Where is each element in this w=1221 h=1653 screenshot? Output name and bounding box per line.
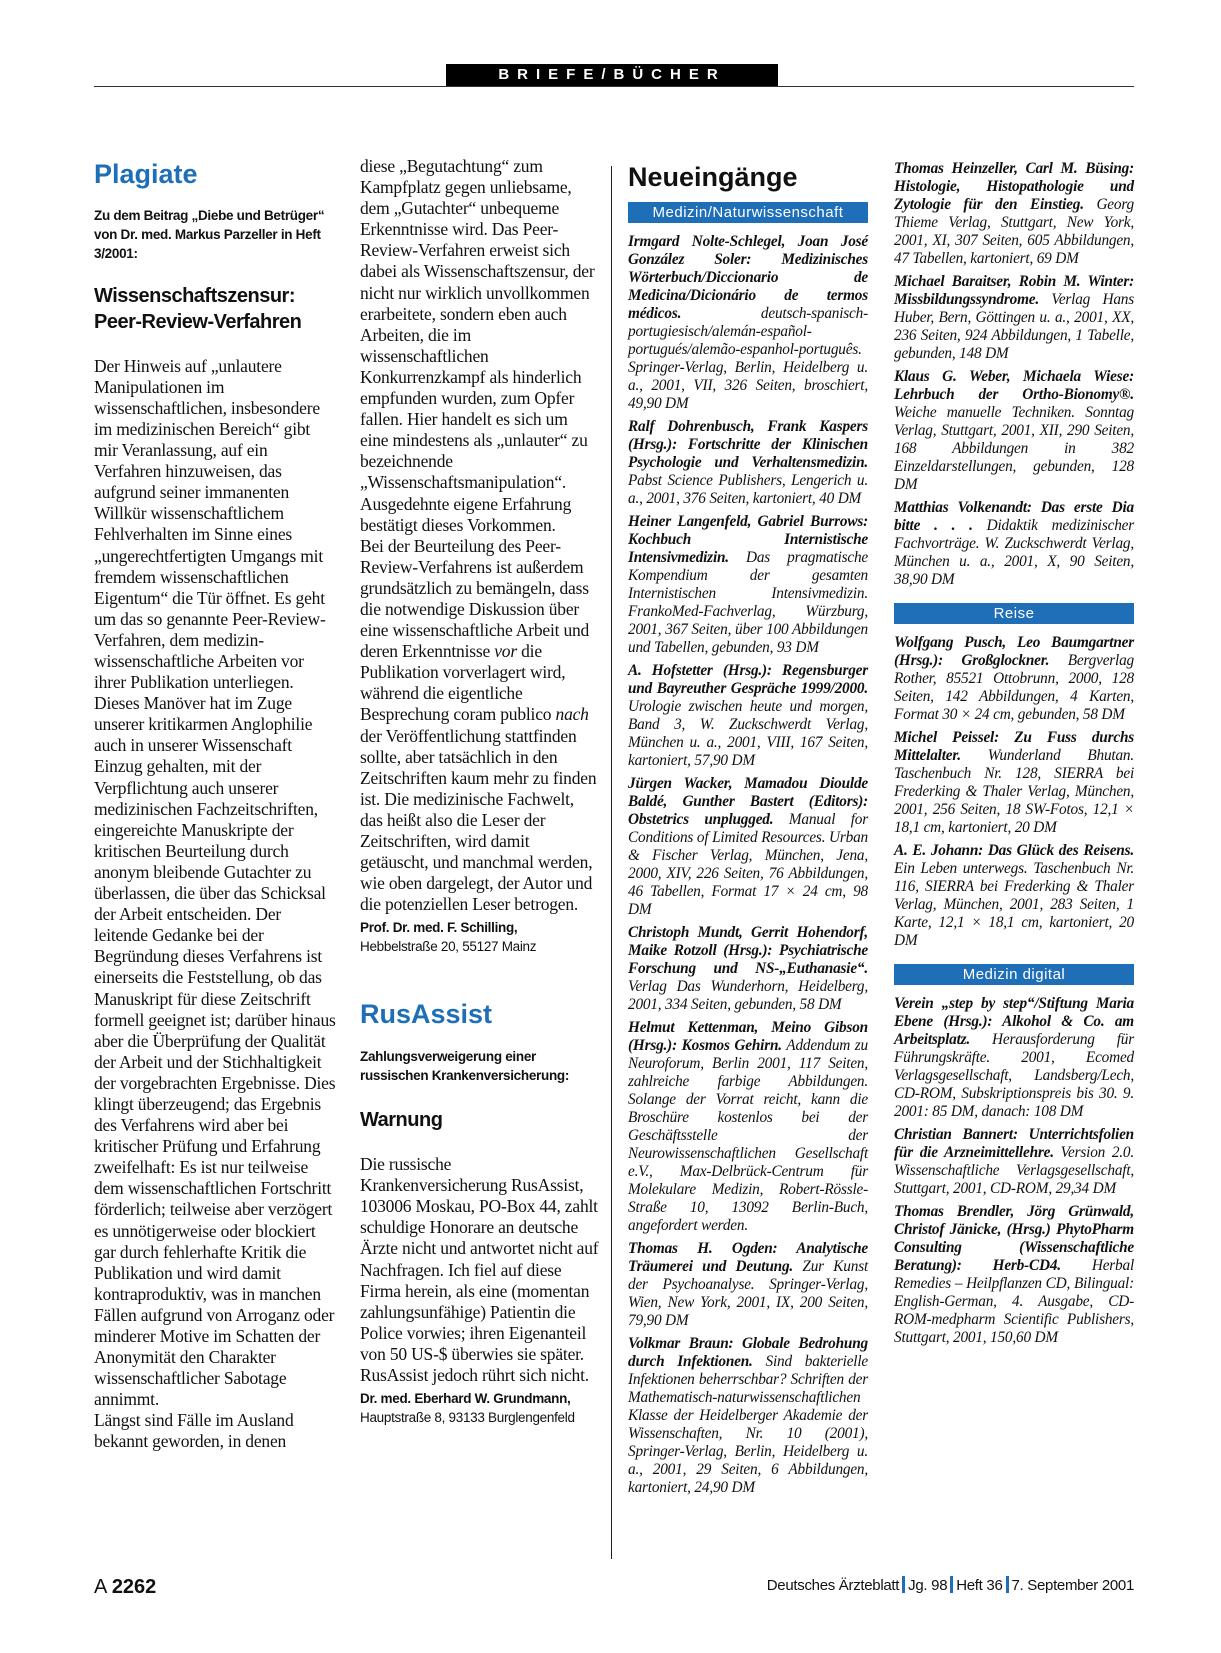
- journal-issue: Heft 36: [956, 1577, 1003, 1594]
- book-entry: [628, 513, 868, 657]
- book-entry-title: A. E. Johann: Das Glück des Reisens.: [894, 842, 1134, 859]
- book-entry-title: Michel Peissel: Zu Fuss durchs Mittelalter.: [894, 729, 1134, 764]
- column-divider: [611, 166, 612, 1559]
- book-entry-details: Bergverlag Rother, 85521 Ottobrunn, 2000, 128 Seiten, 142 Abbildungen, 4 Karten, Format 30 × 24 cm, gebunden, 58 DM: [894, 652, 1134, 723]
- footer-separator: [950, 1576, 953, 1593]
- book-entry-title: Christian Bannert: Unterrichtsfolien für die Arzneimittellehre.: [894, 1126, 1134, 1161]
- category-medizin-naturwissenschaft: Medizin/Naturwissenschaft: [628, 202, 868, 223]
- book-entry: [628, 233, 868, 413]
- book-entry-details: Wunderland Bhutan. Taschenbuch Nr. 128, SIERRA bei Frederking & Thaler Verlag, München, 2001, 256 Seiten, 18 SW-Fotos, 12,1 × 18,1 cm, kartoniert, 20 DM: [894, 747, 1134, 836]
- journal-date: 7. September 2001: [1011, 1577, 1134, 1594]
- plagiate-body-4-em2: nach: [555, 704, 589, 725]
- book-entry: [628, 1335, 868, 1497]
- book-entry-title: Verein „step by step“/Stiftung Maria Ebene (Hrsg.): Alkohol & Co. am Arbeitsplatz.: [894, 995, 1134, 1048]
- plagiate-body-4-post: der Veröffentlichung stattfinden sollte, aber tatsächlich in den Zeitschriften kaum mehr zu finden ist. Die medizinische Fachwelt, das heißt also die Leser der Zeitschriften, wird damit getäuscht, und manchmal werden, wie oben dargelegt, der Autor und die potenziellen Leser betrogen.: [360, 725, 597, 915]
- book-entry: [628, 1240, 868, 1330]
- book-entry: [894, 499, 1134, 589]
- book-entry: [894, 160, 1134, 268]
- book-entry-details: Sind bakterielle Infektionen beherrschbar? Schriften der Mathematisch-naturwissenschaftlichen Klasse der Heidelberger Akademie der Wissenschaften, Nr. 10 (2001), Springer-Verlag, Berlin, Heidelberg u. a., 2001, 29 Seiten, 6 Abbildungen, kartoniert, 24,90 DM: [628, 1353, 868, 1496]
- book-entry: [628, 418, 868, 508]
- book-entry: [628, 662, 868, 770]
- book-entry-details: Georg Thieme Verlag, Stuttgart, New York, 2001, XI, 307 Seiten, 605 Abbildungen, 47 Tabellen, kartoniert, 69 DM: [894, 196, 1134, 267]
- book-entry-title: Irmgard Nolte-Schlegel, Joan José González Soler: Medizinisches Wörterbuch/Diccionario de Medicina/Dicionário de termos médicos.: [628, 233, 868, 322]
- book-entry-title: Wolfgang Pusch, Leo Baumgartner (Hrsg.): Großglockner.: [894, 634, 1134, 669]
- book-entry-title: Heiner Langenfeld, Gabriel Burrows: Kochbuch Internistische Intensivmedizin.: [628, 513, 868, 566]
- book-entry-details: Didaktik medizinischer Fachvorträge. W. Zuckschwerdt Verlag, München u. a., 2001, X, 90 Seiten, 38,90 DM: [894, 517, 1134, 588]
- neueingaenge-column-1: [628, 160, 868, 1502]
- book-entry-title: Jürgen Wacker, Mamadou Dioulde Baldé, Gunther Bastert (Editors): Obstetrics unplugged.: [628, 775, 868, 828]
- book-entry-title: Thomas H. Ogden: Analytische Träumerei und Deutung.: [628, 1240, 868, 1275]
- book-entry-details: Manual for Conditions of Limited Resources. Urban & Fischer Verlag, München, Jena, 2000, XIV, 226 Seiten, 76 Abbildungen, 46 Tabellen, Format 17 × 24 cm, 98 DM: [628, 811, 868, 918]
- book-entry-details: Addendum zu Neuroforum, Berlin 2001, 117 Seiten, zahlreiche farbige Abbildungen. Solange der Vorrat reicht, kann die Broschüre kostenlos bei der Geschäftsstelle der Neurowissenschaftlichen Gesellschaft e.V., Max-Delbrück-Centrum für Molekulare Medizin, Robert-Rössle-Straße 10, 13092 Berlin-Buch, angefordert werden.: [628, 1037, 869, 1234]
- rusassist-title: RusAssist: [360, 999, 493, 1030]
- book-entry-title: A. Hofstetter (Hrsg.): Regensburger und Bayreuther Gespräche 1999/2000.: [628, 662, 868, 697]
- book-entry: [628, 775, 868, 919]
- page-prefix: A: [94, 1576, 107, 1598]
- book-entry-details: Zur Kunst der Psychoanalyse. Springer-Verlag, Wien, New York, 2001, IX, 200 Seiten, 79,90 DM: [628, 1258, 868, 1329]
- plagiate-subhead: Wissenschaftszensur: Peer-Review-Verfahren: [94, 284, 302, 333]
- plagiate-signature-address: Hebbelstraße 20, 55127 Mainz: [360, 939, 537, 955]
- book-entry-details: deutsch-spanisch-portugiesisch/alemán-español-portugués/alemão-espanhol-português. Springer-Verlag, Berlin, Heidelberg u. a., 2001, VII, 326 Seiten, broschiert, 49,90 DM: [628, 305, 868, 412]
- page-number: [94, 1576, 156, 1599]
- book-entry-details: Weiche manuelle Techniken. Sonntag Verlag, Stuttgart, 2001, XII, 290 Seiten, 168 Abbildungen in 382 Einzeldarstellungen, gebunden, 128 DM: [894, 404, 1134, 493]
- rusassist-signature-address: Hauptstraße 8, 93133 Burglengenfeld: [360, 1410, 575, 1426]
- category-reise: Reise: [894, 603, 1134, 624]
- book-entry-title: Ralf Dohrenbusch, Frank Kaspers (Hrsg.): Fortschritte der Klinischen Psychologie und Verhaltensmedizin.: [628, 418, 868, 471]
- rusassist-body: Die russische Krankenversicherung RusAssist, 103006 Moskau, PO-Box 44, zahlt schuldige Honorare an deutsche Ärzte nicht und antwortet nicht auf Nachfragen. Ich fiel auf diese Firma herein, als eine (momentan zahlungsunfähige) Patientin die Police vorwies; ihren Eigenanteil von 50 US-$ überwies sie später. RusAssist jedoch rührt sich nicht.: [360, 1154, 599, 1385]
- neueingaenge-title: Neueingänge: [628, 162, 798, 192]
- rusassist-subhead: Warnung: [360, 1109, 443, 1132]
- neueingaenge-column-2: [894, 160, 1134, 1352]
- plagiate-body-1: Der Hinweis auf „unlautere Manipulationen im wissenschaftlichen, insbesondere im medizinischen Bereich“ gibt mir Veranlassung, auf ein Verfahren hinzuweisen, das aufgrund seiner immanenten Willkür wissenschaftlichem Fehlverhalten im Sinne eines „ungerechtfertigten Umgangs mit fremdem wissenschaftlichen Eigentum“ die Tür öffnet. Es geht um das so genannte Peer-Review-Verfahren, dem medizin-wissenschaftliche Arbeiten vor ihrer Publikation unterliegen. Dieses Manöver hat im Zuge unserer kritikarmen Anglophilie auch in unserer Wissenschaft Einzug gehalten, mit der Verpflichtung auch unserer medizinischen Fachzeitschriften, eingereichte Manuskripte der kritischen Beurteilung durch anonym bleibende Gutachter zu überlassen, die über das Schicksal der Arbeit entscheiden. Der leitende Gedanke bei der Begründung dieses Verfahrens ist einerseits die Feststellung, ob das Manuskript für diese Zeitschrift formell geeignet ist; darüber hinaus aber die Überprüfung der Qualität der Arbeit und der Stichhaltigkeit der vorgebrachten Ergebnisse. Dies klingt überzeugend; das Ergebnis des Verfahrens wird aber bei kritischer Prüfung und Erfahrung zweifelhaft: Es ist nur teilweise dem wissenschaftlichen Fortschritt förderlich; teilweise aber verzögert es unnötigerweise oder blockiert gar durch fehlerhafte Kritik die Publikation und wird damit kontraproduktiv, was in manchen Fällen aufgrund von Arroganz oder minderer Motive im Schatten der Anonymität den Charakter wissenschaftlicher Sabotage annimmt.: [94, 355, 336, 1410]
- footer-separator: [902, 1576, 905, 1593]
- page-number-value: 2262: [111, 1576, 157, 1598]
- plagiate-signature-name: Prof. Dr. med. F. Schilling,: [360, 920, 518, 936]
- book-entry: [894, 995, 1134, 1121]
- book-entry-details: Version 2.0. Wissenschaftliche Verlagsgesellschaft, Stuttgart, 2001, CD-ROM, 29,34 DM: [894, 1144, 1134, 1197]
- book-entry-title: Matthias Volkenandt: Das erste Dia bitte . . .: [894, 499, 1134, 534]
- book-entry-details: Pabst Science Publishers, Lengerich u. a., 2001, 376 Seiten, kartoniert, 40 DM: [628, 472, 868, 507]
- book-entry: [628, 924, 868, 1014]
- book-entry-title: Thomas Heinzeller, Carl M. Büsing: Histologie, Histopathologie und Zytologie für den Einstieg.: [894, 160, 1134, 213]
- book-entry-details: Herbal Remedies – Heilpflanzen CD, Bilingual: English-German, 4. Ausgabe, CD-ROM-medpharm Scientific Publishers, Stuttgart, 2001, 150,60 DM: [894, 1257, 1135, 1346]
- plagiate-intro: Zu dem Beitrag „Diebe und Betrüger“ von Dr. med. Markus Parzeller in Heft 3/2001:: [94, 207, 325, 261]
- book-entry-details: Verlag Das Wunderhorn, Heidelberg, 2001, 334 Seiten, gebunden, 58 DM: [628, 978, 868, 1013]
- book-entry-title: Thomas Brendler, Jörg Grünwald, Christof Jänicke, (Hrsg.) PhytoPharm Consulting (Wissenschaftliche Beratung): Herb-CD4.: [894, 1203, 1134, 1274]
- book-entry: [894, 729, 1134, 837]
- book-entry-title: Klaus G. Weber, Michaela Wiese: Lehrbuch der Ortho-Bionomy®.: [894, 368, 1134, 403]
- plagiate-body-4-em1: vor: [494, 641, 517, 662]
- book-entry-title: Michael Baraitser, Robin M. Winter: Missbildungssyndrome.: [894, 273, 1134, 308]
- plagiate-body-4: [360, 536, 600, 916]
- plagiate-body-2: Längst sind Fälle im Ausland bekannt geworden, in denen: [94, 1410, 294, 1452]
- book-entry-details: Ein Leben unterwegs. Taschenbuch Nr. 116, SIERRA bei Frederking & Thaler Verlag, München, 2001, 283 Seiten, 1 Karte, 12,1 × 18,1 cm, kartoniert, 20 DM: [894, 860, 1134, 949]
- plagiate-title: Plagiate: [94, 159, 198, 189]
- journal-name: Deutsches Ärzteblatt: [766, 1577, 900, 1594]
- book-entry: [894, 1126, 1134, 1198]
- book-entry-details: Verlag Hans Huber, Bern, Göttingen u. a., 2001, XX, 236 Seiten, 924 Abbildungen, 1 Tabelle, gebunden, 148 DM: [894, 291, 1134, 362]
- rusassist-signature-name: Dr. med. Eberhard W. Grundmann,: [360, 1391, 571, 1407]
- rusassist-intro: Zahlungsverweigerung einer russischen Krankenversicherung:: [360, 1049, 570, 1084]
- plagiate-body-3: diese „Begutachtung“ zum Kampfplatz gegen unliebsame, dem „Gutachter“ unbequeme Erkenntnisse wird. Das Peer-Review-Verfahren erweist sich dabei als Wissenschaftszensur, der nicht nur wirklich unvollkommen erarbeitete, sondern eben auch Arbeiten, die im wissenschaftlichen Konkurrenzkampf als hinderlich empfunden wurden, zum Opfer fallen. Hier handelt es sich um eine mindestens als „unlauter“ zu bezeichnende „Wissenschaftsmanipulation“. Ausgedehnte eigene Erfahrung bestätigt dieses Vorkommen.: [360, 156, 595, 535]
- book-entry-title: Volkmar Braun: Globale Bedrohung durch Infektionen.: [628, 1335, 868, 1370]
- book-entry-details: Urologie zwischen heute und morgen, Band 3, W. Zuckschwerdt Verlag, München u. a., 2001, VIII, 167 Seiten, kartoniert, 57,90 DM: [628, 698, 868, 769]
- book-entry-details: Herausforderung für Führungskräfte. 2001, Ecomed Verlagsgesellschaft, Landsberg/Lech, CD-ROM, Subskriptionspreis bis 30. 9. 2001: 85 DM, danach: 108 DM: [894, 1031, 1134, 1120]
- plagiate-column: [94, 160, 336, 1453]
- book-entry: [894, 634, 1134, 724]
- footer-separator: [1006, 1576, 1009, 1593]
- category-medizin-digital: Medizin digital: [894, 964, 1134, 985]
- book-entry: [628, 1019, 868, 1235]
- plagiate-body-4-pre: Bei der Beurteilung des Peer-Review-Verfahrens ist außerdem grundsätzlich zu bemängeln, dass die notwendige Diskussion über eine wissenschaftliche Arbeit und deren Erkenntnisse: [360, 535, 590, 662]
- section-header: BRIEFE/BÜCHER: [446, 64, 778, 86]
- book-entry: [894, 842, 1134, 950]
- journal-volume: Jg. 98: [908, 1577, 948, 1594]
- plagiate-body-4-mid: die Publikation vorverlagert wird, während die eigentliche Besprechung coram publico: [360, 641, 566, 725]
- plagiate-continuation-column: [360, 156, 600, 1427]
- book-entry: [894, 273, 1134, 363]
- book-entry-details: Das pragmatische Kompendium der gesamten Internistischen Intensivmedizin. FrankoMed-Fachverlag, Würzburg, 2001, 367 Seiten, über 100 Abbildungen und Tabellen, gebunden, 93 DM: [628, 549, 868, 656]
- journal-info: [767, 1576, 1134, 1594]
- book-entry: [894, 1203, 1134, 1347]
- header-rule: [94, 86, 1134, 87]
- book-entry-title: Christoph Mundt, Gerrit Hohendorf, Maike Rotzoll (Hrsg.): Psychiatrische Forschung und NS-„Euthanasie“.: [628, 924, 868, 977]
- book-entry: [894, 368, 1134, 494]
- book-entry-title: Helmut Kettenman, Meino Gibson (Hrsg.): Kosmos Gehirn.: [628, 1019, 868, 1054]
